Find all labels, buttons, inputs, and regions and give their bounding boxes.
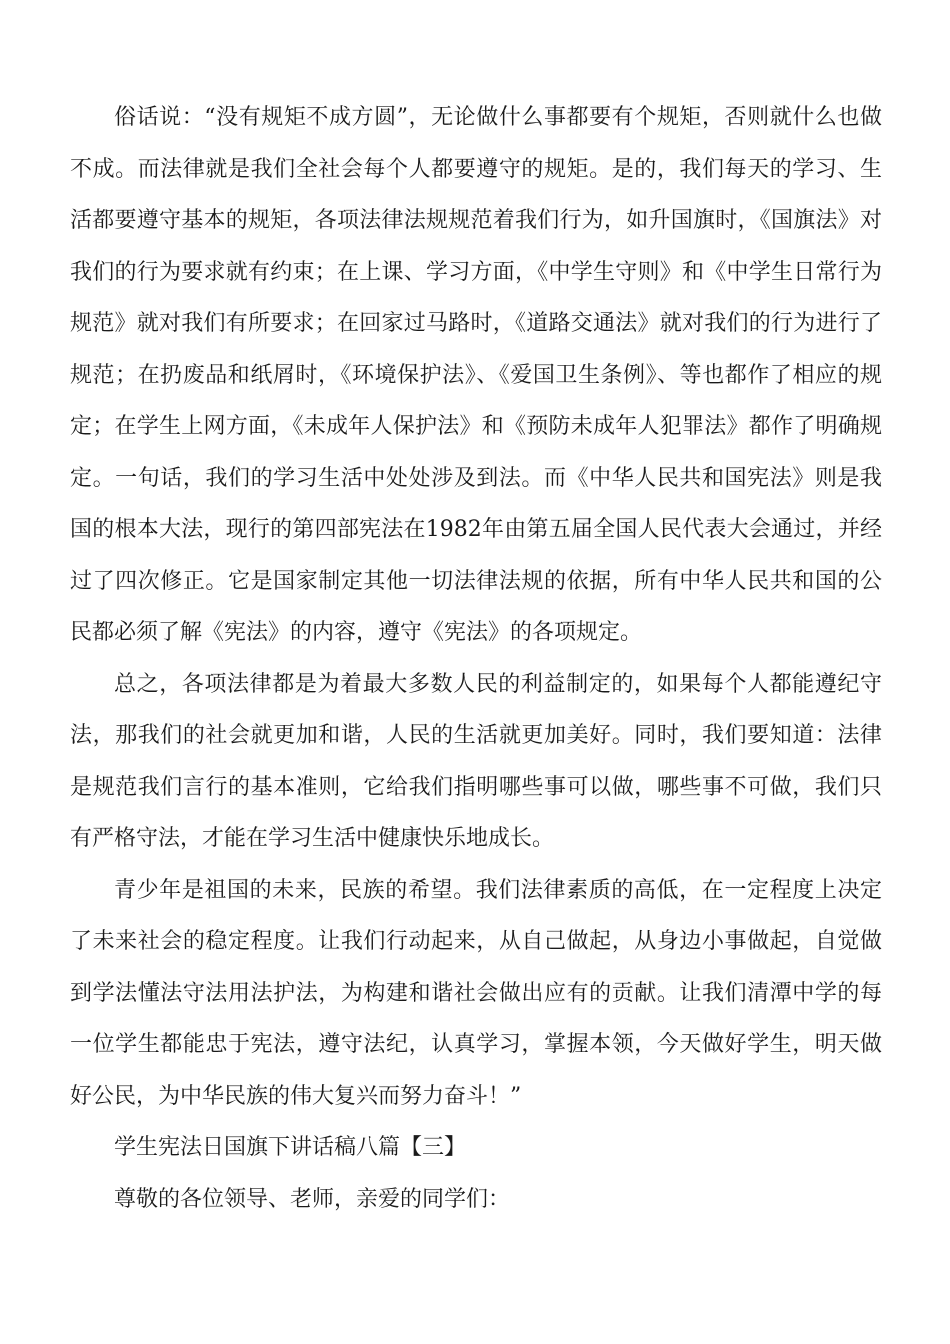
section-title: 学生宪法日国旗下讲话稿八篇【三】 xyxy=(114,1135,467,1160)
salutation: 尊敬的各位领导、老师，亲爱的同学们： xyxy=(114,1186,511,1212)
document-body xyxy=(70,92,882,1225)
paragraph-rules-and-laws: 俗话说：“没有规矩不成方圆”，无论做什么事都要有个规矩，否则就什么也做不成。而法律就是我们全社会每个人都要遵守的规矩。是的，我们每天的学习、生活都要遵守基本的规矩，各项法律法规规范着我们行为，如升国旗时，《国旗法》对我们的行为要求就有约束；在上课、学习方面，《中学生守则》和《中学生日常行为规范》就对我们有所要求；在回家过马路时，《道路交通法》就对我们的行为进行了规范；在扔废品和纸屑时，《环境保护法》、《爱国卫生条例》、等也都作了相应的规定；在学生上网方面，《未成年人保护法》和《预防未成年人犯罪法》都作了明确规定。一句话，我们的学习生活中处处涉及到法。而《中华人民共和国宪法》则是我国的根本大法，现行的第四部宪法在1982年由第五届全国人民代表大会通过，并经过了四次修正。它是国家制定其他一切法律法规的依据，所有中华人民共和国的公民都必须了解《宪法》的内容，遵守《宪法》的各项规定。 xyxy=(70,105,882,645)
paragraph-youth-future: 青少年是祖国的未来，民族的希望。我们法律素质的高低，在一定程度上决定了未来社会的稳定程度。让我们行动起来，从自己做起，从身边小事做起，自觉做到学法懂法守法用法护法，为构建和谐社会做出应有的贡献。让我们清潭中学的每一位学生都能忠于宪法，遵守法纪，认真学习，掌握本领，今天做好学生，明天做好公民，为中华民族的伟大复兴而努力奋斗！” xyxy=(70,877,882,1109)
paragraph-conclusion: 总之，各项法律都是为着最大多数人民的利益制定的，如果每个人都能遵纪守法，那我们的社会就更加和谐，人民的生活就更加美好。同时，我们要知道：法律是规范我们言行的基本准则，它给我们指明哪些事可以做，哪些事不可做，我们只有严格守法，才能在学习生活中健康快乐地成长。 xyxy=(70,671,882,851)
